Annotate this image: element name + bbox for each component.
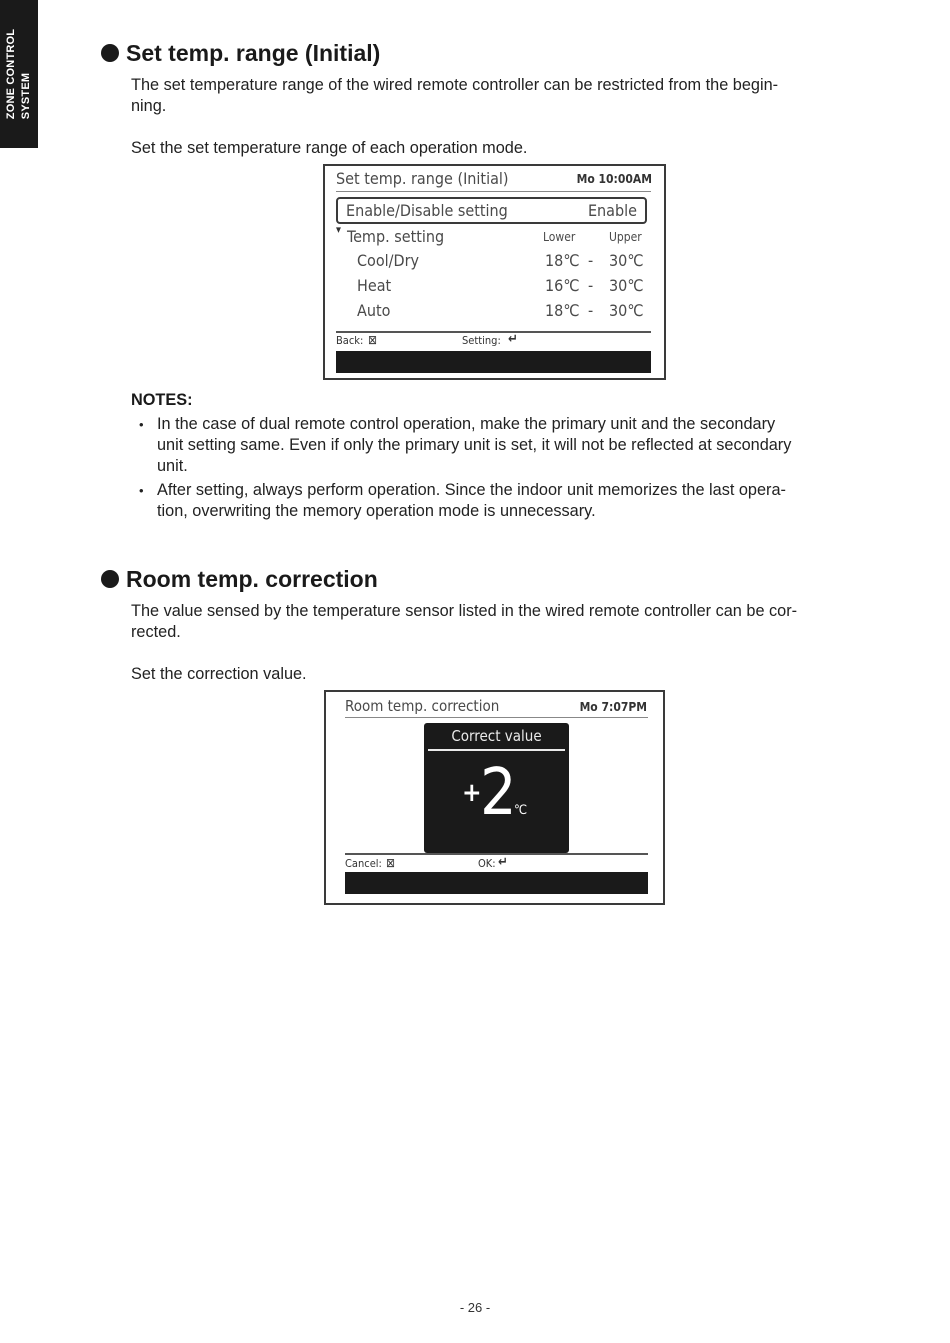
- upper-value: 30℃: [609, 301, 644, 320]
- note-line: unit.: [157, 457, 188, 475]
- temp-setting-label[interactable]: Temp. setting: [347, 227, 445, 246]
- section2-intro: [131, 601, 861, 643]
- ok-label: OK:: [478, 857, 496, 870]
- correction-unit: ℃: [514, 803, 528, 818]
- section-title-text: Set temp. range (Initial): [126, 40, 381, 66]
- note-line: tion, overwriting the memory operation mode is unnecessary.: [157, 502, 596, 520]
- section1-instruction: Set the set temperature range of each operation mode.: [131, 139, 528, 157]
- note-line: • After setting, always perform operation. Since the indoor unit memorizes the last opera-: [157, 481, 786, 499]
- intro-line: rected.: [131, 623, 181, 641]
- range-dash: -: [588, 301, 594, 320]
- bullet-dot-icon: [101, 570, 119, 588]
- intro-line: The value sensed by the temperature sensor listed in the wired remote controller can be cor-: [131, 602, 798, 620]
- lcd-screen-set-temp-range: [323, 164, 666, 380]
- range-dash: -: [588, 276, 594, 295]
- notes-list: [131, 414, 861, 525]
- correction-sign: +: [462, 778, 482, 808]
- intro-line: The set temperature range of the wired remote controller can be restricted from the begin-: [131, 76, 779, 94]
- screen-clock: Mo 10:00AM: [576, 172, 652, 186]
- title-divider: [345, 717, 648, 718]
- cancel-icon: ⊠: [386, 856, 396, 870]
- screen-title: Set temp. range (Initial): [336, 169, 509, 188]
- upper-value: 30℃: [609, 251, 644, 270]
- enter-icon: ↵: [498, 855, 508, 870]
- section2-instruction: Set the correction value.: [131, 665, 307, 683]
- title-divider: [336, 191, 651, 192]
- cancel-icon: ⊠: [368, 333, 378, 347]
- scroll-up-icon: ▾: [336, 223, 341, 236]
- side-tab-line-2: SYSTEM: [20, 72, 32, 120]
- bottom-divider: [345, 853, 648, 855]
- mode-label: Auto: [357, 301, 391, 320]
- enable-disable-value: Enable: [587, 201, 637, 220]
- lower-value: 16℃: [545, 276, 580, 295]
- screen-clock: Mo 7:07PM: [579, 700, 647, 714]
- bottom-divider: [336, 331, 651, 333]
- section1-intro: [131, 75, 861, 117]
- section-title-room-temp-correction: [101, 565, 378, 593]
- setting-label: Setting:: [462, 334, 501, 347]
- screen-title: Room temp. correction: [345, 697, 500, 715]
- lower-value: 18℃: [545, 301, 580, 320]
- correct-value-title: Correct value: [451, 727, 542, 745]
- side-tab-line-1: ZONE CONTROL: [5, 28, 17, 120]
- section-title-text: Room temp. correction: [126, 566, 378, 592]
- list-item: [131, 480, 861, 522]
- intro-line: ning.: [131, 97, 167, 115]
- lower-value: 18℃: [545, 251, 580, 270]
- correct-value-box[interactable]: [424, 723, 569, 853]
- column-lower-header: Lower: [543, 230, 576, 244]
- notes-title: NOTES:: [131, 391, 193, 409]
- mode-label: Cool/Dry: [357, 251, 420, 270]
- enable-disable-label: Enable/Disable setting: [346, 201, 508, 220]
- upper-value: 30℃: [609, 276, 644, 295]
- lcd-screen-room-temp-correction: [324, 690, 665, 905]
- page-number: - 26 -: [459, 1300, 491, 1315]
- mode-label: Heat: [357, 276, 392, 295]
- range-dash: -: [588, 251, 594, 270]
- correct-value-divider: [428, 749, 565, 751]
- list-item: [131, 414, 861, 477]
- side-tab: [0, 0, 38, 148]
- note-line: • In the case of dual remote control operation, make the primary unit and the secondary: [157, 415, 776, 433]
- correction-value: 2: [480, 756, 517, 830]
- column-upper-header: Upper: [609, 230, 642, 244]
- section-title-set-temp-range: [101, 39, 380, 67]
- enable-disable-row[interactable]: [336, 197, 647, 224]
- side-tab-label: [4, 29, 34, 119]
- status-bar: [345, 872, 648, 894]
- back-label: Back:: [336, 334, 364, 347]
- enter-icon: ↵: [508, 332, 518, 347]
- bullet-dot-icon: [101, 44, 119, 62]
- status-bar: [336, 351, 651, 373]
- note-line: unit setting same. Even if only the primary unit is set, it will not be reflected at secondary: [157, 436, 792, 454]
- cancel-label: Cancel:: [345, 857, 382, 870]
